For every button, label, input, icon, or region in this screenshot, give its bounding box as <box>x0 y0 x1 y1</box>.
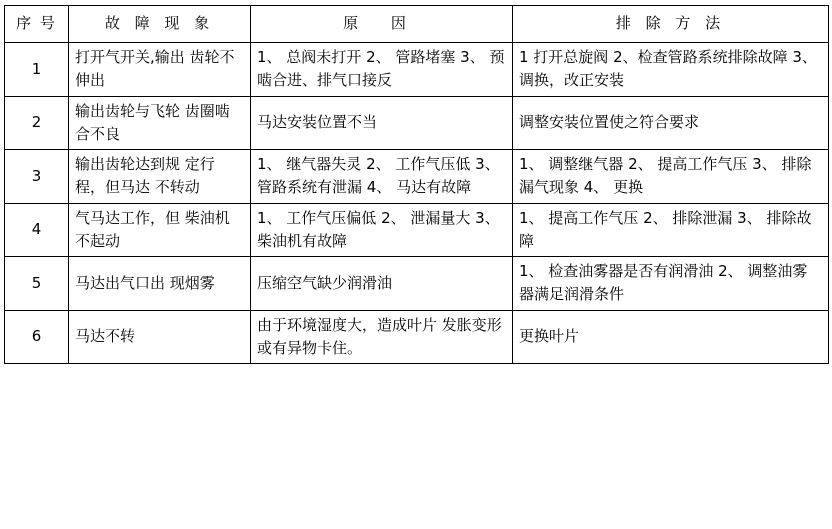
column-header-cause: 原 因 <box>251 6 513 43</box>
cell-fix: 1、 调整继气器 2、 提高工作气压 3、 排除漏气现象 4、 更换 <box>513 150 829 204</box>
table-row <box>5 310 829 364</box>
column-header-fix: 排 除 方 法 <box>513 6 829 43</box>
cell-no: 4 <box>5 203 69 257</box>
cell-fix: 1 打开总旋阀 2、检查管路系统排除故障 3、调换，改正安装 <box>513 43 829 97</box>
table-row <box>5 257 829 311</box>
cell-fix: 调整安装位置使之符合要求 <box>513 96 829 150</box>
table-row <box>5 150 829 204</box>
column-header-symptom: 故 障 现 象 <box>69 6 251 43</box>
column-header-no: 序 号 <box>5 6 69 43</box>
fault-troubleshooting-table <box>4 5 829 364</box>
cell-cause: 马达安装位置不当 <box>251 96 513 150</box>
cell-symptom: 输出齿轮与飞轮 齿圈啮合不良 <box>69 96 251 150</box>
cell-symptom: 马达不转 <box>69 310 251 364</box>
cell-symptom: 气马达工作，但 柴油机不起动 <box>69 203 251 257</box>
cell-cause: 压缩空气缺少润滑油 <box>251 257 513 311</box>
cell-symptom: 马达出气口出 现烟雾 <box>69 257 251 311</box>
cell-symptom: 打开气开关,输出 齿轮不伸出 <box>69 43 251 97</box>
table-header <box>5 6 829 43</box>
table-row <box>5 43 829 97</box>
cell-cause: 1、 总阀未打开 2、 管路堵塞 3、 预啮合进、排气口接反 <box>251 43 513 97</box>
cell-symptom: 输出齿轮达到规 定行程，但马达 不转动 <box>69 150 251 204</box>
cell-cause: 由于环境湿度大，造成叶片 发胀变形或有异物卡住。 <box>251 310 513 364</box>
cell-no: 2 <box>5 96 69 150</box>
table-body <box>5 43 829 364</box>
cell-fix: 更换叶片 <box>513 310 829 364</box>
table-header-row <box>5 6 829 43</box>
table-row <box>5 203 829 257</box>
cell-no: 6 <box>5 310 69 364</box>
cell-fix: 1、 提高工作气压 2、 排除泄漏 3、 排除故障 <box>513 203 829 257</box>
cell-cause: 1、 继气器失灵 2、 工作气压低 3、 管路系统有泄漏 4、 马达有故障 <box>251 150 513 204</box>
cell-cause: 1、 工作气压偏低 2、 泄漏量大 3、 柴油机有故障 <box>251 203 513 257</box>
cell-no: 1 <box>5 43 69 97</box>
cell-no: 5 <box>5 257 69 311</box>
cell-fix: 1、 检查油雾器是否有润滑油 2、 调整油雾器满足润滑条件 <box>513 257 829 311</box>
cell-no: 3 <box>5 150 69 204</box>
table-row <box>5 96 829 150</box>
